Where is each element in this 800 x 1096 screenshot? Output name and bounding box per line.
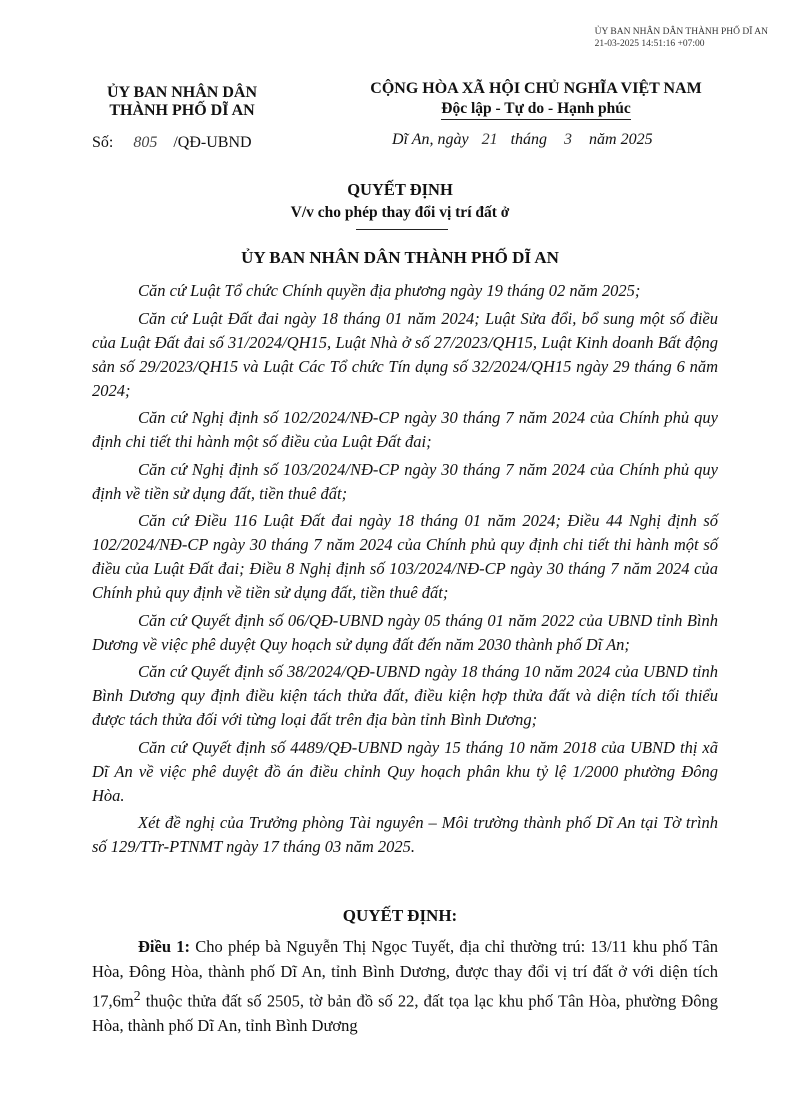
document-title: QUYẾT ĐỊNH [347,180,453,199]
date-place: Dĩ An, ngày [392,131,469,148]
preamble-paragraph: Căn cứ Điều 116 Luật Đất đai ngày 18 tháng 01 năm 2024; Điều 44 Nghị định số 102/2024/NĐ-CP ngày 30 tháng 7 năm 2024 của Chính phủ quy định chi tiết thi hành một số điều của Luật Đất đai; Điều 8 Nghị định số 103/2024/NĐ-CP ngày 30 tháng 7 năm 2024 của Chính phủ quy định về tiền sử dụng đất, tiền thuê đất; [92,511,718,602]
preamble-paragraph: Căn cứ Nghị định số 103/2024/NĐ-CP ngày 30 tháng 7 năm 2024 của Chính phủ quy định về tiền sử dụng đất, tiền thuê đất; [92,459,718,503]
article-1-text: Cho phép bà Nguyễn Thị Ngọc Tuyết, địa chỉ thường trú: 13/11 khu phố Tân Hòa, Đông Hòa, thành phố Dĩ An, tỉnh Bình Dương, được thay đổi vị trí đất ở với diện tích 17,6m [92,937,718,1011]
document-number [92,134,252,152]
decision-heading: QUYẾT ĐỊNH: [342,906,458,925]
issue-date [392,131,653,149]
document-number-prefix: Số: [92,134,114,151]
issuer-line-2: THÀNH PHỐ DĨ AN [109,102,255,119]
digital-signature-stamp [595,26,768,50]
document-number-value: 805 [133,134,158,151]
preamble [92,279,718,863]
article-1 [92,935,718,1039]
preamble-paragraph: Xét đề nghị của Trưởng phòng Tài nguyên – Môi trường thành phố Dĩ An tại Tờ trình số 129/TTr-PTNMT ngày 17 tháng 03 năm 2025. [92,813,718,856]
national-motto: Độc lập - Tự do - Hạnh phúc [441,100,630,120]
date-year: năm 2025 [589,131,653,148]
preamble-paragraph: Căn cứ Quyết định số 06/QĐ-UBND ngày 05 tháng 01 năm 2022 của UBND tỉnh Bình Dương về việc phê duyệt Quy hoạch sử dụng đất đến năm 2030 thành phố Dĩ An; [92,610,718,654]
article-1-text-cont: thuộc thửa đất số 2505, tờ bản đồ số 22, đất tọa lạc khu phố Tân Hòa, phường Đông Hòa, thành phố Dĩ An, tỉnh Bình Dương [92,991,718,1035]
document-subject: V/v cho phép thay đổi vị trí đất ở [290,204,510,221]
article-1-paragraph [92,935,718,1039]
issuing-committee: ỦY BAN NHÂN DÂN THÀNH PHỐ DĨ AN [241,248,559,267]
preamble-paragraph: Căn cứ Luật Tổ chức Chính quyền địa phương ngày 19 tháng 02 năm 2025; [138,281,641,300]
national-header [316,80,756,120]
date-month-label: tháng [510,131,548,148]
preamble-paragraph: Căn cứ Quyết định số 38/2024/QĐ-UBND ngày 18 tháng 10 năm 2024 của UBND tỉnh Bình Dương quy định điều kiện tách thửa đất, điều kiện hợp thửa đất và diện tích tối thiểu được tách thửa đối với từng loại đất trên địa bàn tỉnh Bình Dương; [92,662,718,729]
date-month: 3 [564,131,573,148]
date-day: 21 [481,131,498,148]
preamble-paragraph: Căn cứ Quyết định số 4489/QĐ-UBND ngày 15 tháng 10 năm 2018 của UBND thị xã Dĩ An về việc phê duyệt đồ án điều chỉnh Quy hoạch phân khu tỷ lệ 1/2000 phường Đông Hòa. [92,737,718,805]
article-1-label: Điều 1: [138,937,190,956]
national-name: CỘNG HÒA XÃ HỘI CHỦ NGHĨA VIỆT NAM [370,80,702,97]
subject-underline [356,229,448,230]
stamp-issuer: ỦY BAN NHÂN DÂN THÀNH PHỐ DĨ AN [594,27,768,37]
preamble-paragraph: Căn cứ Luật Đất đai ngày 18 tháng 01 năm 2024; Luật Sửa đổi, bổ sung một số điều của Luật Đất đai số 31/2024/QH15, Luật Nhà ở số 27/2023/QH15, Luật Kinh doanh Bất động sản số 29/2023/QH15 và Luật Các Tổ chức Tín dụng số 32/2024/QH15 ngày 29 tháng 6 năm 2024; [92,308,718,400]
document-number-suffix: /QĐ-UBND [173,134,252,151]
stamp-timestamp: 21-03-2025 14:51:16 +07:00 [594,39,705,49]
issuer-line-1: ỦY BAN NHÂN DÂN [106,84,258,101]
preamble-paragraph: Căn cứ Nghị định số 102/2024/NĐ-CP ngày 30 tháng 7 năm 2024 của Chính phủ quy định chi tiết thi hành một số điều của Luật Đất đai; [92,408,718,451]
issuer-header [82,84,282,120]
area-unit-superscript: 2 [133,988,141,1003]
